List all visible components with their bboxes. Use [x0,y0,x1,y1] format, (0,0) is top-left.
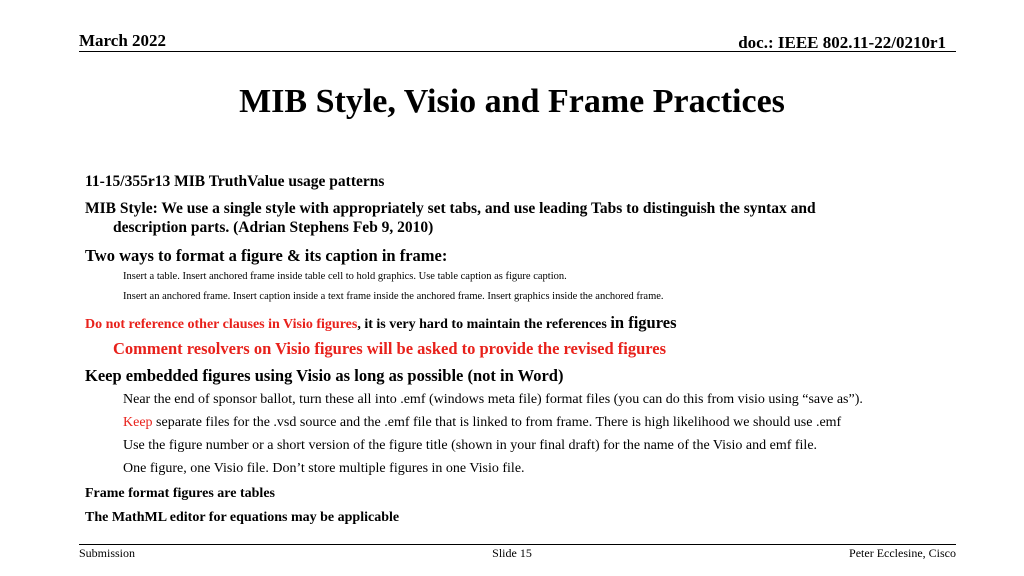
footer-author: Peter Ecclesine, Cisco [849,546,956,560]
separate-files-rest: separate files for the .vsd source and the .emf file that is linked to from frame. There is high likelihood we should use .emf [152,415,842,430]
header-divider [79,51,956,52]
bullet-mib-truthvalue: 11-15/355r13 MIB TruthValue usage patterns [85,173,385,190]
keep-highlight: Keep [123,415,153,430]
header-date: March 2022 [79,31,167,50]
sub-bullet-separate-files [123,415,841,431]
sub-bullet-file-naming: Use the figure number or a short version of the figure title (shown in your final draft) for the name of the Visio and emf file. [123,438,818,453]
bullet-mib-style-line1: MIB Style: We use a single style with appropriately set tabs, and use leading Tabs to distinguish the syntax and [85,200,816,217]
bullet-frame-tables: Frame format figures are tables [85,486,275,501]
bullet-visio-references [85,313,677,333]
visio-references-rest: , it is very hard to maintain the references [357,317,611,332]
footer-divider [79,544,956,545]
visio-references-tail: in figures [610,313,677,332]
bullet-figure-caption: Two ways to format a figure & its caption in frame: [85,246,448,265]
visio-references-warning: Do not reference other clauses in Visio figures [85,317,358,332]
footer-slide-number: Slide 15 [492,546,532,560]
sub-bullet-insert-table: Insert a table. Insert anchored frame inside table cell to hold graphics. Use table caption as figure caption. [123,271,567,282]
sub-bullet-one-figure: One figure, one Visio file. Don’t store multiple figures in one Visio file. [123,461,525,476]
sub-bullet-anchored-frame: Insert an anchored frame. Insert caption inside a text frame inside the anchored frame. Insert graphics inside the anchored frame. [123,291,664,302]
bullet-keep-visio: Keep embedded figures using Visio as long as possible (not in Word) [85,366,564,385]
slide-title: MIB Style, Visio and Frame Practices [239,83,785,120]
sub-bullet-emf-conversion: Near the end of sponsor ballot, turn these all into .emf (windows meta file) format files (you can do this from visio using “save as”). [123,392,863,407]
footer-submission: Submission [79,546,136,560]
bullet-mib-style-line2: description parts. (Adrian Stephens Feb 9, 2010) [113,219,434,236]
sub-bullet-comment-resolvers: Comment resolvers on Visio figures will be asked to provide the revised figures [113,339,667,358]
bullet-mathml: The MathML editor for equations may be applicable [85,510,400,525]
header-doc-id: doc.: IEEE 802.11-22/0210r1 [738,33,946,52]
